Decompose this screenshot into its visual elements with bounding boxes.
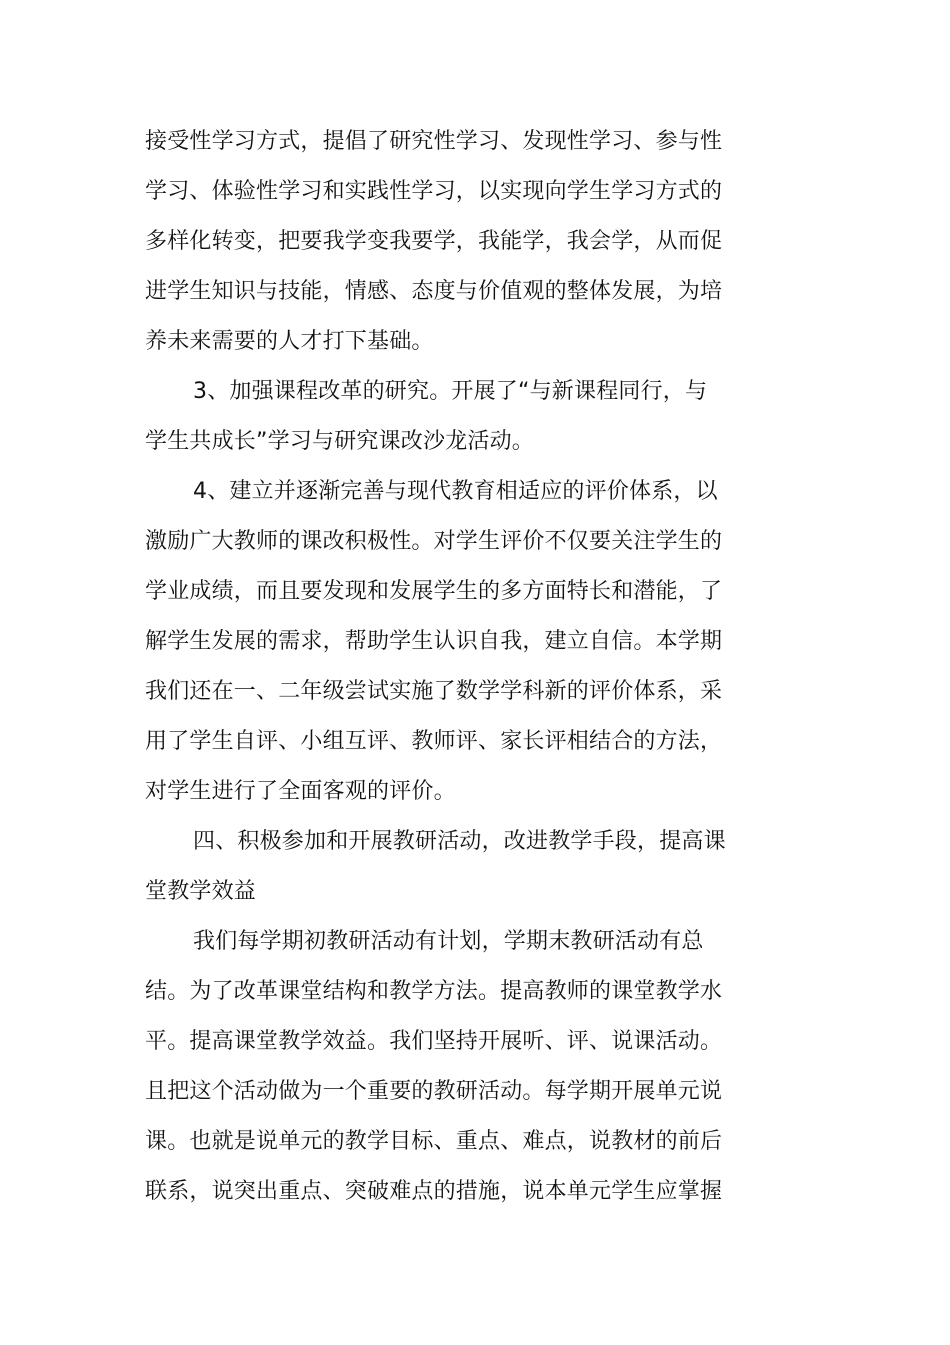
- body-text-line: 课。也就是说单元的教学目标、重点、难点，说教材的前后: [145, 1129, 723, 1154]
- body-text-line: 结。为了改革课堂结构和教学方法。提高教师的课堂教学水: [145, 979, 723, 1004]
- body-text-line: 我们每学期初教研活动有计划，学期末教研活动有总: [193, 929, 704, 954]
- body-text-line: 多样化转变，把要我学变我要学，我能学，我会学，从而促: [145, 229, 723, 254]
- body-text-line: 学习、体验性学习和实践性学习，以实现向学生学习方式的: [145, 179, 723, 204]
- section-item-4-line: 4、建立并逐渐完善与现代教育相适应的评价体系，以: [193, 479, 718, 504]
- body-text-line: 且把这个活动做为一个重要的教研活动。每学期开展单元说: [145, 1079, 723, 1104]
- body-text-line: 学生共成长”学习与研究课改沙龙活动。: [145, 429, 534, 454]
- body-text-line: 接受性学习方式，提倡了研究性学习、发现性学习、参与性: [145, 129, 723, 154]
- body-text-line: 激励广大教师的课改积极性。对学生评价不仅要关注学生的: [145, 529, 723, 554]
- body-text-line: 我们还在一、二年级尝试实施了数学学科新的评价体系，采: [145, 679, 723, 704]
- body-text-line: 养未来需要的人才打下基础。: [145, 329, 434, 354]
- body-text-line: 学业成绩，而且要发现和发展学生的多方面特长和潜能，了: [145, 579, 723, 604]
- body-text-line: 平。提高课堂教学效益。我们坚持开展听、评、说课活动。: [145, 1029, 723, 1054]
- body-text-line: 联系，说突出重点、突破难点的措施，说本单元学生应掌握: [145, 1179, 723, 1204]
- section-item-3-line: 3、加强课程改革的研究。开展了“与新课程同行，与: [193, 379, 708, 404]
- body-text-line: 解学生发展的需求，帮助学生认识自我，建立自信。本学期: [145, 629, 723, 654]
- body-text-line: 用了学生自评、小组互评、教师评、家长评相结合的方法，: [145, 729, 723, 754]
- section-heading-line: 堂教学效益: [145, 879, 257, 904]
- body-text-line: 进学生知识与技能，情感、态度与价值观的整体发展，为培: [145, 279, 723, 304]
- section-heading-line: 四、积极参加和开展教研活动，改进教学手段，提高课: [193, 829, 726, 854]
- body-text-line: 对学生进行了全面客观的评价。: [145, 779, 456, 804]
